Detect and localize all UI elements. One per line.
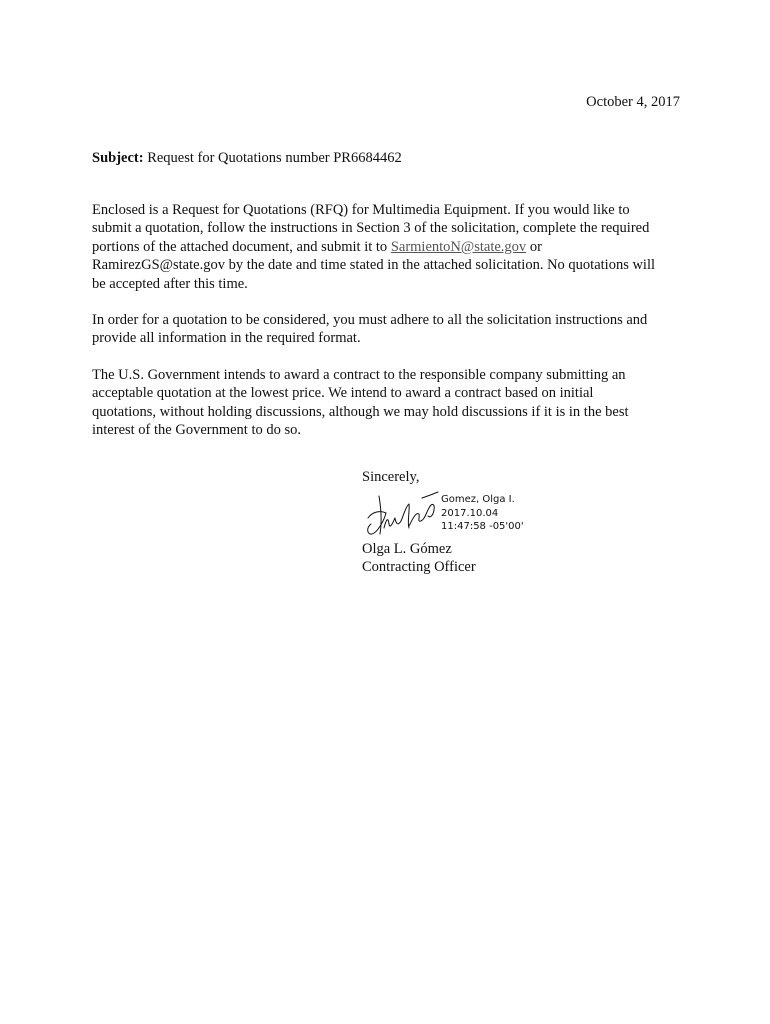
digital-signature-block[interactable]	[362, 488, 562, 540]
closing-salutation: Sincerely,	[362, 469, 420, 485]
paragraph-line: provide all information in the required format.	[92, 330, 361, 347]
handwritten-signature-icon	[362, 488, 442, 540]
digital-signature-stamp	[441, 493, 524, 534]
paragraph-award	[92, 366, 692, 440]
signer-title: Contracting Officer	[362, 559, 476, 576]
paragraph-line: quotations, without holding discussions, although we may hold discussions if it is in the best	[92, 403, 629, 420]
paragraph-line: acceptable quotation at the lowest price. We intend to award a contract based on initial	[92, 385, 594, 402]
paragraph-line: Enclosed is a Request for Quotations (RFQ) for Multimedia Equipment. If you would like to	[92, 202, 630, 218]
paragraph-line: The U.S. Government intends to award a contract to the responsible company submitting an	[92, 366, 626, 383]
paragraph-instructions	[92, 201, 692, 293]
paragraph-line: be accepted after this time.	[92, 275, 248, 292]
paragraph-line	[92, 238, 692, 256]
subject-text: Request for Quotations number PR6684462	[147, 150, 402, 166]
paragraph-text: or	[526, 238, 542, 255]
signature-date: 2017.10.04	[441, 507, 499, 519]
paragraph-requirements	[92, 311, 692, 348]
subject-line	[92, 149, 402, 167]
paragraph-text: portions of the attached document, and submit it to	[92, 238, 391, 255]
paragraph-line: submit a quotation, follow the instructions in Section 3 of the solicitation, complete the required	[92, 220, 650, 237]
letter-date: October 4, 2017	[586, 94, 680, 110]
letter-body	[92, 201, 692, 457]
paragraph-line: RamirezGS@state.gov by the date and time stated in the attached solicitation. No quotations will	[92, 257, 656, 274]
signer-name: Olga L. Gómez	[362, 541, 452, 557]
email-link-sarmiento[interactable]: SarmientoN@state.gov	[390, 238, 527, 255]
signature-time: 11:47:58 -05'00'	[441, 521, 524, 532]
paragraph-line: interest of the Government to do so.	[92, 422, 301, 439]
subject-label: Subject:	[92, 150, 144, 166]
signature-signer-name: Gomez, Olga I.	[441, 494, 515, 505]
paragraph-line: In order for a quotation to be considered, you must adhere to all the solicitation instructions and	[92, 312, 648, 329]
signer-block	[362, 540, 476, 577]
